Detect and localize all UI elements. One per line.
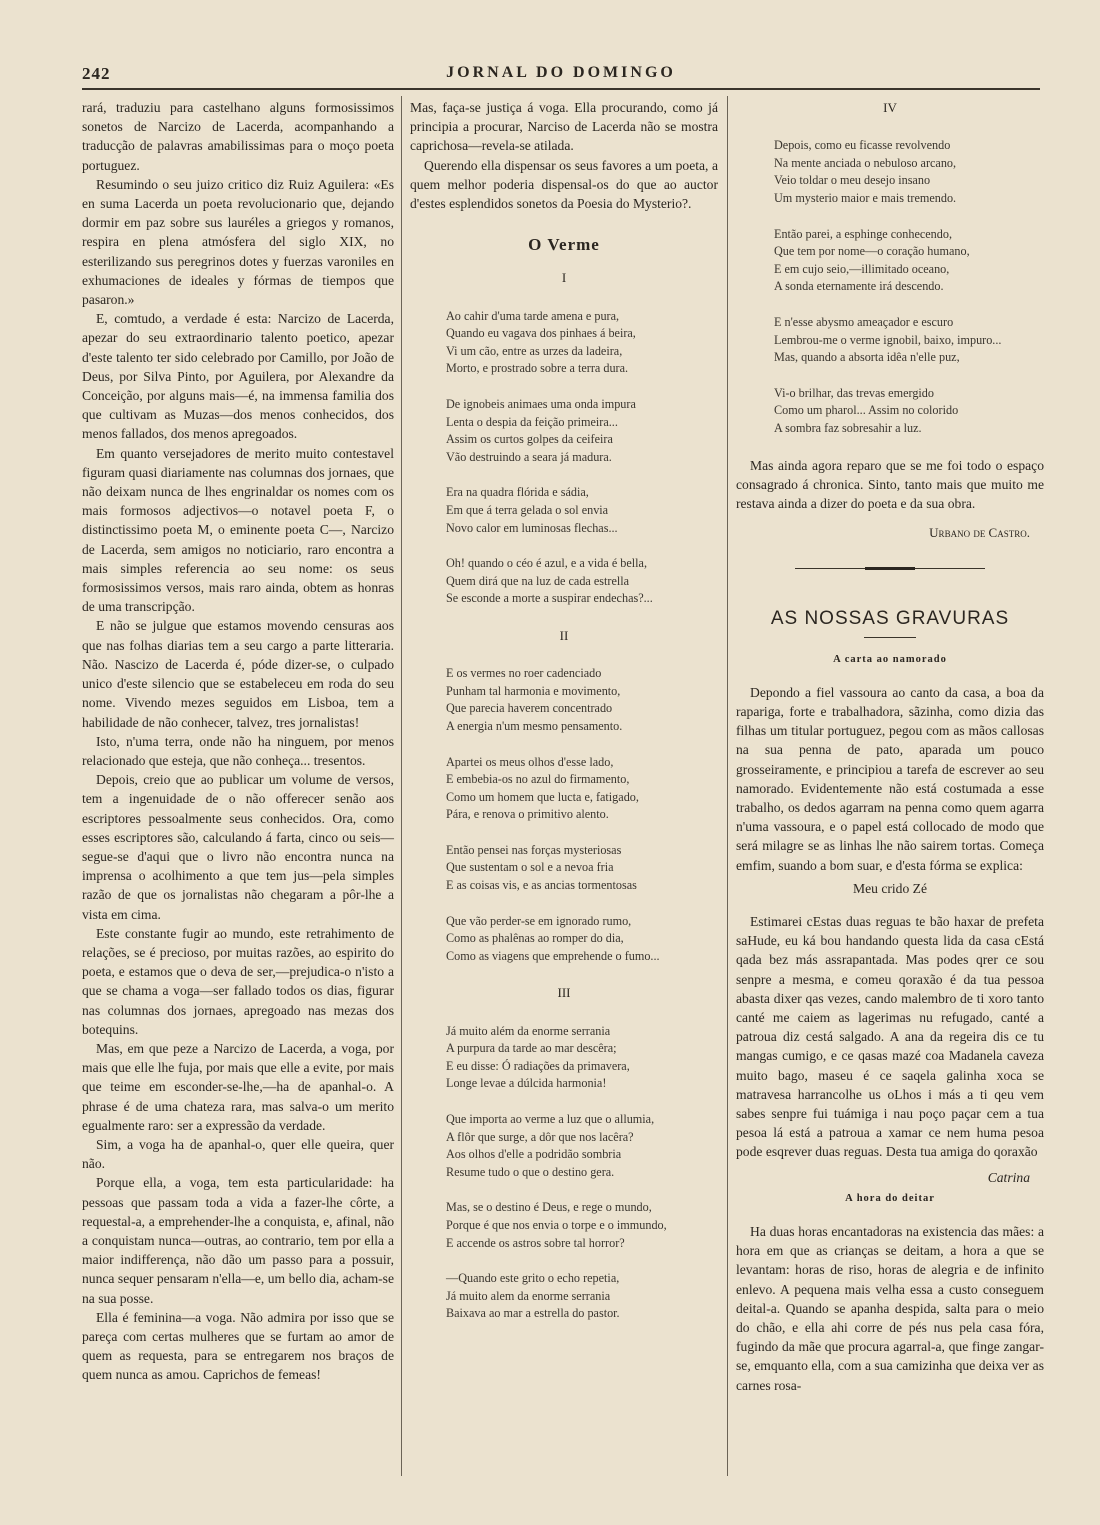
section-numeral: IV: [883, 100, 897, 115]
verse-line: Vão destruindo a seara já madura.: [446, 449, 612, 464]
verse-line: Que importa ao verme a luz que o allumia,: [446, 1112, 655, 1127]
verse-line: E embebia-os no azul do firmamento,: [446, 772, 630, 787]
column-rule-left: [401, 96, 402, 1476]
verse-line: E n'esse abysmo ameaçador e escuro: [774, 314, 954, 329]
letter-signature: Catrina: [987, 1169, 1030, 1185]
verse-line: A purpura da tarde ao mar descêra;: [446, 1041, 617, 1056]
subheading: A hora do deitar: [845, 1192, 935, 1204]
verse-line: Morto, e prostrado sobre a terra dura.: [446, 361, 629, 376]
stanza: [774, 385, 1044, 438]
verse-line: Que sustentam o sol e a nevoa fria: [446, 860, 614, 875]
verse-line: E eu disse: Ó radiações da primavera,: [446, 1058, 630, 1073]
verse-line: Veio toldar o meu desejo insano: [774, 173, 931, 188]
section-numeral: II: [559, 627, 569, 643]
verse-line: Depois, como eu ficasse revolvendo: [774, 138, 951, 153]
verse-line: Como um pharol... Assim no colorido: [774, 403, 959, 418]
verse-line: Oh! quando o céo é azul, e a vida é bella,: [446, 556, 648, 571]
paragraph: Ha duas horas encantadoras na existencia das mães: a hora em que as crianças se deitam, a hora a que se levantam: horas de riso, horas de alegria e de infinito enlevo. A pequena mais velha essa a custo conseguem deital-a. Quando se apanha despida, salta para o meio do chão, e ella ahi corre de pés nus pela casa fóra, fugindo da mãe que procura agarral-a, que finge zangar-se, emquanto ella, com a sua camizinha que deixa ver as carnes rosa-: [736, 1224, 1044, 1393]
verse-line: Punham tal harmonia e movimento,: [446, 683, 621, 698]
verse-line: E em cujo seio,—illimitado oceano,: [774, 261, 950, 276]
stanza: [446, 396, 718, 466]
closing-paragraph: Mas ainda agora reparo que se me foi todo o espaço consagrado á chronica. Sinto, tanto mais que muito me restava ainda a dizer do poeta e da sua obra.: [736, 457, 1044, 511]
letter-greeting: Meu crido Zé: [853, 880, 927, 896]
verse-line: Porque é que nos envia o torpe e o immundo,: [446, 1218, 667, 1232]
stanza: [446, 665, 718, 735]
verse-line: A sombra faz sobresahir a luz.: [774, 420, 922, 435]
stanza: [774, 226, 1044, 296]
verse-line: Como um homem que lucta e, fatigado,: [446, 789, 639, 804]
verse-line: E accende os astros sobre tal horror?: [446, 1235, 625, 1250]
page-number: 242: [82, 64, 111, 83]
verse-line: A sonda eternamente irá descendo.: [774, 279, 944, 294]
verse-line: Que vão perder-se em ignorado rumo,: [446, 913, 632, 928]
paragraph: Mas, faça-se justiça á voga. Ella procurando, como já principia a procurar, Narciso de Lacerda não se mostra caprichosa—revela-se atilada.: [410, 100, 718, 154]
section-heading: AS NOSSAS GRAVURAS: [770, 608, 1010, 630]
verse-line: Em que á terra gelada o sol envia: [446, 502, 609, 517]
paragraph: Querendo ella dispensar os seus favores a um poeta, a quem melhor poderia dispensal-os do que ao auctor d'estes esplendidos sonetos da Poesia do Mysterio?.: [410, 157, 718, 212]
stanza: [446, 1270, 718, 1323]
verse-line: Novo calor em luminosas flechas...: [446, 520, 618, 535]
stanza: [774, 314, 1044, 367]
verse-line: Assim os curtos golpes da ceifeira: [446, 432, 613, 447]
verse-line: Como as viagens que emprehende o fumo...: [446, 948, 660, 963]
verse-line: Lenta o despia da feição primeira...: [446, 414, 618, 429]
paragraph: Mas, em que peze a Narcizo de Lacerda, a voga, por mais que elle lhe fuja, por mais que elle a evite, por mais que teime em esconder-se-lhe,—ha de apanhal-o. A phrase é de uma chateza rara, mas salva-o um merito egualmente raro: ser a expressão da verdade.: [82, 1040, 394, 1133]
verse-line: E os vermes no roer cadenciado: [446, 666, 602, 681]
paragraph: Depondo a fiel vassoura ao canto da casa, a boa da rapariga, forte e trabalhadora, sãzinha, como dizia das filhas um titular portuguez, pegou com as mãos callosas na sua penna de pato, aparada um pouco grosseiramente, e principiou a tarefa de escrever ao seu namorado. Evidentemente não está costumada a esse trabalho, os dedos agarram na penna como quem agarra n'uma vassoura, e o papel está collocado de modo que será milagre se as linhas lhe não sairem tortas. Começa emfim, suando a bom suar, e d'esta fórma se explica:: [736, 684, 1044, 873]
subheading: A carta ao namorado: [833, 653, 947, 665]
verse-line: Vi-o brilhar, das trevas emergido: [774, 385, 934, 400]
column-3: [736, 98, 1044, 1395]
stanza: [446, 1023, 718, 1093]
stanza: [774, 137, 1044, 207]
stanza: [446, 754, 718, 824]
verse-line: Como as phalênas ao romper do dia,: [446, 931, 624, 946]
stanza: [446, 308, 718, 378]
verse-line: Quando eu vagava dos pinhaes á beira,: [446, 326, 636, 341]
verse-line: E as coisas vis, e as ancias tormentosas: [446, 878, 637, 893]
verse-line: Então pensei nas forças mysteriosas: [446, 842, 622, 857]
paragraph: Ella é feminina—a voga. Não admira por isso que se pareça com certas mulheres que se furtam ao amor de quem as requesta, para se entregarem nos braços de quem nunca as amou. Caprichos de femeas!: [82, 1309, 394, 1383]
stanza: [446, 555, 718, 608]
column-2: [410, 98, 718, 1341]
heading-rule: [864, 637, 916, 638]
verse-line: Já muito alem da enorme serrania: [446, 1288, 611, 1303]
paragraph: Porque ella, a voga, tem esta particularidade: ha pessoas que passam toda a vida a fazer-lhe côrte, a requestal-a, a emprehender-lhe a conquista, e, afinal, não a conquistam nunca—outras, ao contrario, tem por ella a maior indifferença, não dão um passo para a possuir, nunca sequer pensaram n'ella—e, um bello dia, acham-se na sua posse.: [82, 1175, 394, 1306]
paragraph: E, comtudo, a verdade é esta: Narcizo de Lacerda, apezar do seu extraordinario talento poetico, apezar d'este talento ter sido celebrado por Camillo, por João de Deus, por Silva Pinto, por Aguilera, por Alexandre da Conceição, por alguns mais—é, na immensa familia dos que cultivam as Muzas—dos menos conhecidos, dos menos fallados, dos menos apregoados.: [82, 311, 394, 442]
section-numeral: III: [557, 985, 571, 1001]
verse-line: De ignobeis animaes uma onda impura: [446, 397, 636, 411]
poem-title: O Verme: [528, 235, 600, 255]
stanza: [446, 842, 718, 895]
paragraph: Em quanto versejadores de merito muito contestavel figuram quasi diariamente nas columnas dos jornaes, que não deixam nunca de lhes engrinaldar os nomes com os mais formosos adjectivos—o notavel poeta F, o distinctissimo poeta M, o eminente poeta C—, Narcizo de Lacerda, sem amigos no noticiario, raro encontra a mais simples referencia ao seu nome: os seus formosissimos versos, mais raro ainda, obtem as honras de uma transcripção.: [82, 445, 394, 615]
verse-line: Vi um cão, entre as urzes da ladeira,: [446, 343, 623, 358]
verse-line: Mas, se o destino é Deus, e rege o mundo,: [446, 1200, 652, 1215]
verse-line: Lembrou-me o verme ignobil, baixo, impuro...: [774, 332, 1002, 347]
verse-line: Mas, quando a absorta idêa n'elle puz,: [774, 350, 960, 365]
verse-line: A energia n'um mesmo pensamento.: [446, 718, 623, 733]
paragraph: Este constante fugir ao mundo, este retrahimento de relações, se é precioso, por muitas razões, ao espirito do poeta, e estamos que o deva de ser,—prejudica-o n'isto a que se chama a voga—ser fallado todos os dias, figurar nas columnas dos jornaes, apregoado nas mezas dos botequins.: [82, 925, 394, 1037]
verse-line: Já muito além da enorme serrania: [446, 1023, 611, 1038]
verse-line: Então parei, a esphinge conhecendo,: [774, 226, 952, 241]
stanza: [446, 913, 718, 966]
column-rule-right: [727, 96, 728, 1476]
author-signature: Urbano de Castro.: [929, 525, 1030, 541]
paragraph: Depois, creio que ao publicar um volume de versos, tem a ingenuidade de o não offerecer senão aos escriptores pessoalmente seus conhecidos. Ora, como esses escriptores são, calculando á farta, cinco ou seis—segue-se d'aqui que o livro não encontra nunca na imprensa o acolhimento a que tem jus—pela simples razão de que os jornalistas não chegaram a pôr-lhe a vista em cima.: [82, 772, 394, 922]
verse-line: Pára, e renova o primitivo alento.: [446, 807, 609, 822]
stanza: [446, 1199, 718, 1252]
verse-line: Se esconde a morte a suspirar endechas?...: [446, 591, 653, 606]
verse-line: Que parecia haverem concentrado: [446, 701, 613, 716]
paragraph: Sim, a voga ha de apanhal-o, quer elle queira, quer não.: [82, 1136, 394, 1172]
section-separator: [795, 568, 985, 575]
column-1: [82, 98, 394, 1385]
verse-line: Aos olhos d'elle a podridão sombria: [446, 1147, 622, 1162]
stanza: [446, 484, 718, 537]
verse-line: Quem dirá que na luz de cada estrella: [446, 573, 630, 588]
verse-line: Era na quadra flórida e sádia,: [446, 485, 589, 500]
verse-line: —Quando este grito o echo repetia,: [446, 1271, 620, 1286]
verse-line: Resume tudo o que o destino gera.: [446, 1164, 615, 1179]
letter-text: Estimarei cEstas duas reguas te bão haxar de prefeta saHude, eu ká bou handando questa lida da casa cEstá qada bez más assrapantada. Mas podes qrer ce sou senpre a mesma, e comeu qoraxão é da tua pessoa abasta dixer qas vezes, cando malembro de ti xoro tanto canté me caiem as lagerimas nu refugado, canté a patroua diz cestá salgado. A ana da regeira dis ce tu mangas cumigo, e ce qasas mazé coa Madanela caveza muito bago, maseu é ce saqela galinha xoca se matravesa harrancolhe us oLhos i más a ti qeu vem sabes senpre fui tuámiga i nau poço paçar cem a tua pesoa lá está a patroua a xamar ce nem huma pesoa pode esqrever duas reguas. Desta tua amiga do qoraxão: [736, 913, 1044, 1160]
paragraph: Isto, n'uma terra, onde não ha ninguem, por menos relacionado que esteja, que não conheça... tresentos.: [82, 733, 394, 768]
verse-line: Que tem por nome—o coração humano,: [774, 244, 970, 259]
section-numeral: I: [561, 270, 567, 286]
verse-line: Longe levae a dúlcida harmonia!: [446, 1076, 607, 1091]
verse-line: Baixava ao mar a estrella do pastor.: [446, 1306, 620, 1321]
page-header: [82, 62, 1040, 90]
paragraph: Resumindo o seu juizo critico diz Ruiz Aguilera: «Es en suma Lacerda un poeta revolucionario que, dejando dormir em paz sobre sus lauréles a griegos y romanos, respira en plena atmósfera del siglo XIX, no esterilizando sus peregrinos dotes y fuerzas varoniles en exhumaciones de ideales y fórmas de tiempos que pasaron.»: [82, 176, 394, 308]
paragraph: rará, traduziu para castelhano alguns formosissimos sonetos de Narcizo de Lacerda, acompanhando a traducção de palavras amabilissimas para o moço poeta portuguez.: [82, 100, 394, 173]
verse-line: Ao cahir d'uma tarde amena e pura,: [446, 308, 620, 323]
masthead: JORNAL DO DOMINGO: [446, 64, 676, 81]
verse-line: Na mente anciada o nebuloso arcano,: [774, 155, 957, 170]
verse-line: Apartei os meus olhos d'esse lado,: [446, 754, 614, 769]
stanza: [446, 1111, 718, 1181]
paragraph: E não se julgue que estamos movendo censuras aos que nas folhas diarias tem a seu cargo a parte litteraria. Não. Nascizo de Lacerda é, póde dizer-se, o culpado unico d'este silencio que se estabeleceu em roda do seu nome. Vivendo mezes seguidos em Lisboa, tem a habilidade de não conhecer, talvez, tres jornalistas!: [82, 618, 394, 730]
verse-line: Um mysterio maior e mais tremendo.: [774, 190, 957, 205]
verse-line: A flôr que surge, a dôr que nos lacêra?: [446, 1129, 634, 1144]
